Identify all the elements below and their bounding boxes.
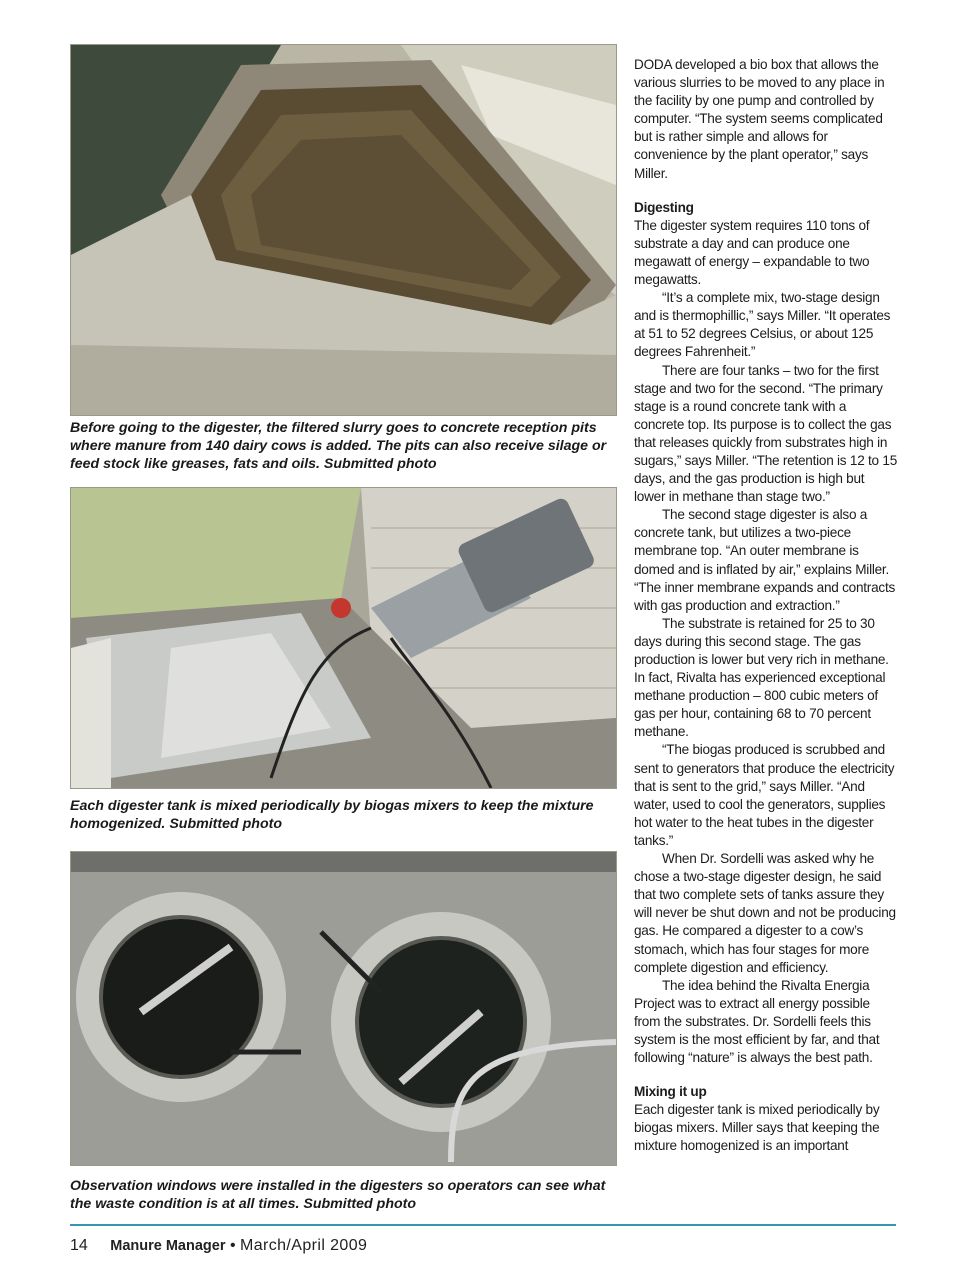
article-paragraph: “The biogas produced is scrubbed and sent to generators that produce the electricity that is sent to the grid,” says Miller. “And water, used to cool the generators, supplies hot water to the heat tubes in the digester tanks.” [634, 742, 895, 848]
article-paragraph: “It’s a complete mix, two-stage design and is thermophillic,” says Miller. “It operates at 51 to 52 degrees Celsius, or about 125 degrees Fahrenheit.” [634, 290, 891, 360]
issue-date: March/April 2009 [239, 1237, 368, 1254]
article-paragraph: There are four tanks – two for the first stage and two for the second. “The primary stage is a round concrete tank with a concrete top. Its purpose is to collect the gas that releases quickly from substrates high in sugars,” says Miller. “The retention is 12 to 15 days, and the gas production is high but lower in methane than stage two.” [634, 362, 898, 505]
page-number: 14 [70, 1237, 88, 1254]
article-paragraph: Each digester tank is mixed periodically by biogas mixers. Miller says that keeping the mixture homogenized is an important [634, 1102, 880, 1154]
caption-observation-windows: Observation windows were installed in the digesters so operators can see what the waste condition is at all times. Submitted photo [70, 1178, 606, 1212]
photo-biogas-mixer [70, 487, 617, 789]
page-footer [70, 1237, 367, 1255]
magazine-name: Manure Manager [110, 1238, 226, 1254]
article-column [634, 56, 899, 1156]
photo-observation-windows [70, 851, 617, 1166]
article-paragraph: DODA developed a bio box that allows the various slurries to be moved to any place in the facility by one pump and controlled by computer. “The system seems complicated but is rather simple and allows for convenience by the plant operator,” says Miller. [634, 57, 885, 181]
footer-rule [70, 1224, 896, 1226]
caption-reception-pit: Before going to the digester, the filtered slurry goes to concrete reception pits where manure from 140 dairy cows is added. The pits can also receive silage or feed stock like greases, fats and oils. Submitted photo [70, 420, 607, 472]
article-paragraph: The substrate is retained for 25 to 30 days during this second stage. The gas production is lower but very rich in methane. In fact, Rivalta has experienced exceptional methane production – 800 cubic meters of gas per hour, containing 68 to 70 percent methane. [634, 615, 889, 740]
photo-reception-pit [70, 44, 617, 416]
article-paragraph: When Dr. Sordelli was asked why he chose a two-stage digester design, he said that two complete sets of tanks assure they will never be shut down and not be producing gas. He compared a digester to a cow’s stomach, which has four stages for more complete digestion and efficiency. [634, 851, 896, 975]
section-heading-mixing: Mixing it up [634, 1084, 707, 1100]
article-paragraph: The digester system requires 110 tons of substrate a day and can produce one megawatt of energy – expandable to two megawatts. [634, 217, 870, 288]
article-paragraph: The idea behind the Rivalta Energia Project was to extract all energy possible from the substrates. Dr. Sordelli feels this system is the most efficient by far, and that following “nature” is always the best path. [634, 977, 880, 1066]
caption-biogas-mixer: Each digester tank is mixed periodically by biogas mixers to keep the mixture homogenized. Submitted photo [70, 798, 594, 832]
footer-separator: • [229, 1237, 240, 1254]
article-paragraph: The second stage digester is also a concrete tank, but utilizes a two-piece membrane top. “An outer membrane is domed and is inflated by air,” explains Miller. “The inner membrane expands and contracts with gas production and extraction.” [634, 507, 896, 613]
section-heading-digesting: Digesting [634, 199, 694, 215]
